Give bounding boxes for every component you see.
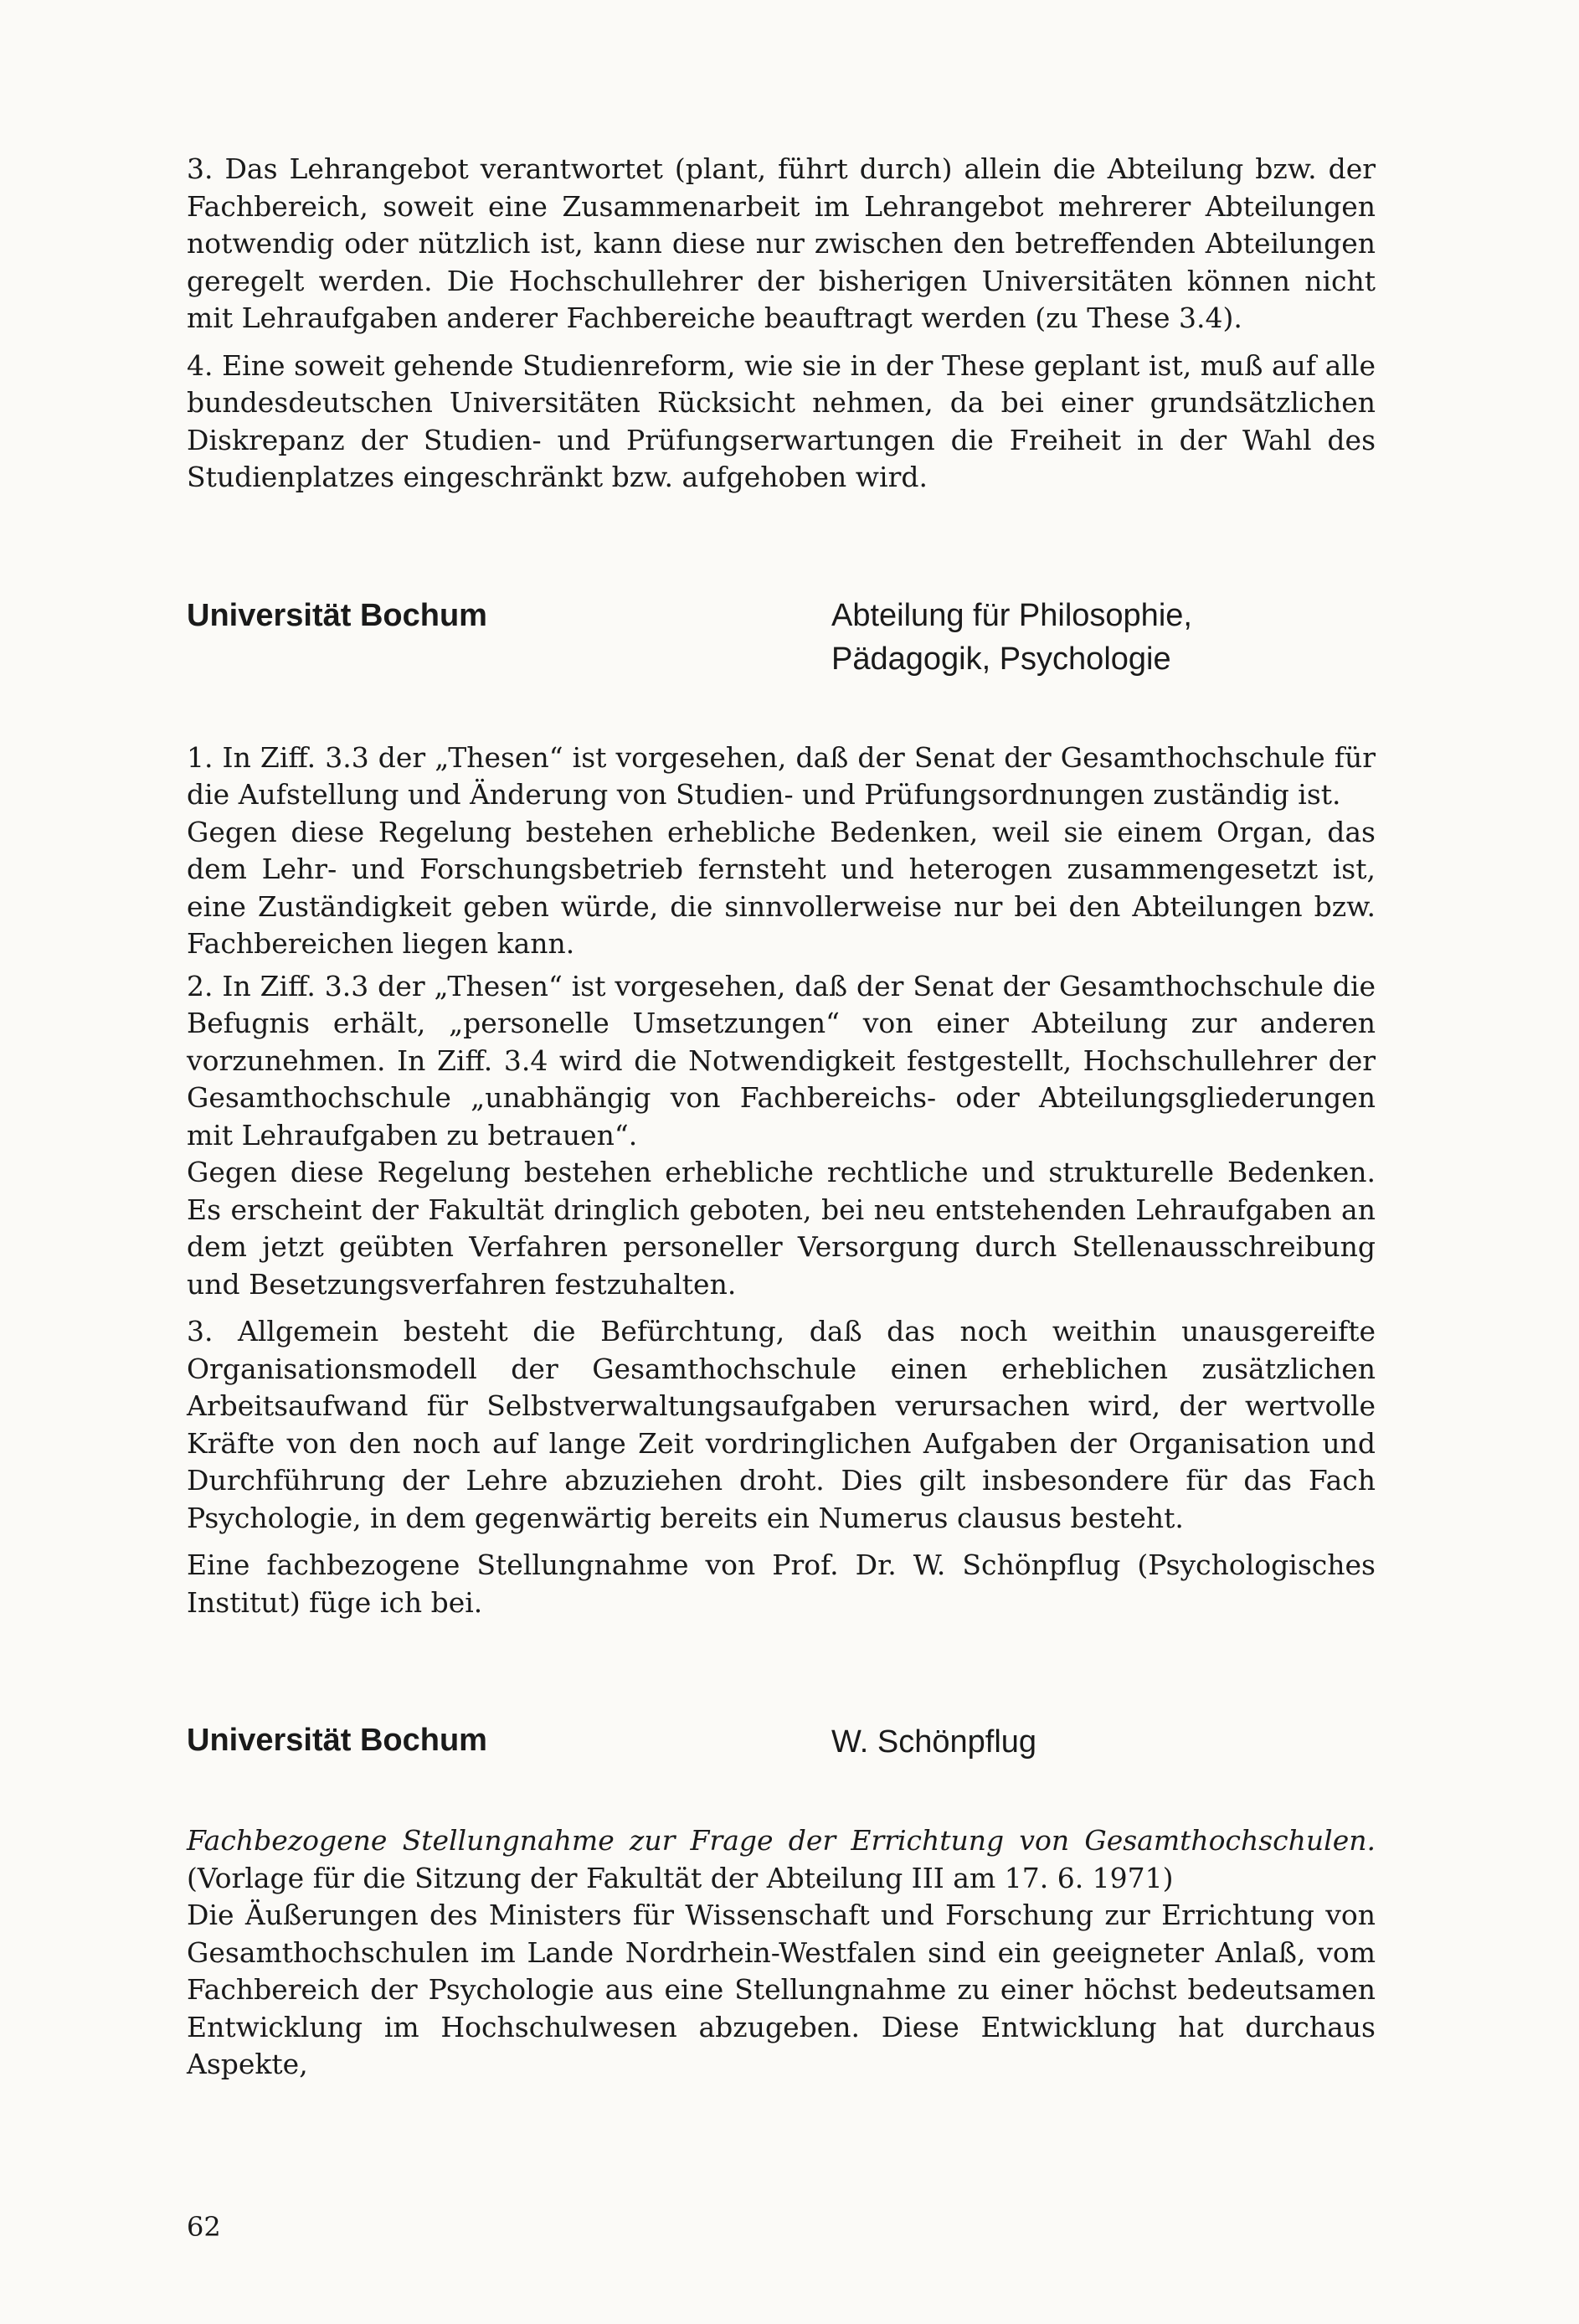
department-name: Abteilung für Philosophie, Pädagogik, Psychologie	[831, 597, 1192, 677]
intro-title: Fachbezogene Stellungnahme zur Frage der Errichtung von Gesamthochschulen.	[187, 1824, 1376, 1857]
paragraph-1: Die Äußerungen des Ministers für Wissenschaft und Forschung zur Errichtung von Gesamthochschulen im Lande Nordrhein-Westfalen sind ein geeigneter Anlaß, vom Fachbereich der Psychologie aus eine Stellungnahme zu einer höchst bedeutsamen Entwicklung im Hochschulwesen abzugeben. Diese Entwicklung hat durchaus Aspekte,	[187, 1899, 1376, 2080]
paragraph-1: 1. In Ziff. 3.3 der „Thesen“ ist vorgesehen, daß der Senat der Gesamthochschule für die Aufstellung und Änderung von Studien- und Prüfungsordnungen zuständig ist.	[187, 740, 1376, 811]
paragraph-4: Eine fachbezogene Stellungnahme von Prof. Dr. W. Schönpflug (Psychologisches Institut) füge ich bei.	[187, 1548, 1376, 1619]
institution-name: Universität Bochum	[187, 597, 487, 633]
intro-paragraph	[187, 1822, 1376, 1897]
paragraph-1b: Gegen diese Regelung bestehen erhebliche Bedenken, weil sie einem Organ, das dem Lehr- und Forschungsbetrieb fernsteht und heterogen zusammengesetzt ist, eine Zuständigkeit geben würde, die sinnvollerweise nur bei den Abteilungen bzw. Fachbereichen liegen kann.	[187, 815, 1376, 960]
section-heading	[187, 1720, 1376, 1764]
paragraph-4: 4. Eine soweit gehende Studienreform, wie sie in der These geplant ist, muß auf alle bundesdeutschen Universitäten Rücksicht nehmen, da bei einer grundsätzlichen Diskrepanz der Studien- und Prüfungserwartungen die Freiheit in der Wahl des Studienplatzes eingeschränkt bzw. aufgehoben wird.	[187, 348, 1376, 493]
paragraph-2: 2. In Ziff. 3.3 der „Thesen“ ist vorgesehen, daß der Senat der Gesamthochschule die Befugnis erhält, „personelle Umsetzungen“ von einer Abteilung zur anderen vorzunehmen. In Ziff. 3.4 wird die Notwendigkeit festgestellt, Hochschullehrer der Gesamthochschule „unabhängig von Fachbereichs- oder Abteilungsgliederungen mit Lehraufgaben zu betrauen“.	[187, 969, 1376, 1152]
section-heading	[187, 594, 1376, 681]
paragraph-2b: Gegen diese Regelung bestehen erhebliche rechtliche und strukturelle Bedenken. Es erscheint der Fakultät dringlich geboten, bei neu entstehenden Lehraufgaben an dem jetzt geübten Verfahren personeller Versorgung durch Stellenausschreibung und Besetzungsverfahren festzuhalten.	[187, 1156, 1376, 1301]
paragraph-3: 3. Das Lehrangebot verantwortet (plant, führt durch) allein die Abteilung bzw. der Fachbereich, soweit eine Zusammenarbeit im Lehrangebot mehrerer Abteilungen notwendig oder nützlich ist, kann diese nur zwischen den betreffenden Abteilungen geregelt werden. Die Hochschullehrer der bisherigen Universitäten können nicht mit Lehraufgaben anderer Fachbereiche beauftragt werden (zu These 3.4).	[187, 152, 1376, 334]
page-number: 62	[187, 2211, 221, 2243]
paragraph-3: 3. Allgemein besteht die Befürchtung, daß das noch weithin unausgereifte Organisationsmodell der Gesamthochschule einen erheblichen zusätzlichen Arbeitsaufwand für Selbstverwaltungsaufgaben verursachen wird, der wertvolle Kräfte von den noch auf lange Zeit vordringlichen Aufgaben der Organisation und Durchführung der Lehre abzuziehen droht. Dies gilt insbesondere für das Fach Psychologie, in dem gegenwärtig bereits ein Numerus clausus besteht.	[187, 1315, 1376, 1534]
institution-name: Universität Bochum	[187, 1723, 487, 1758]
page-content	[187, 151, 1376, 2084]
intro-note: (Vorlage für die Sitzung der Fakultät der Abteilung III am 17. 6. 1971)	[187, 1861, 1174, 1894]
author-name: W. Schönpflug	[831, 1724, 1037, 1760]
